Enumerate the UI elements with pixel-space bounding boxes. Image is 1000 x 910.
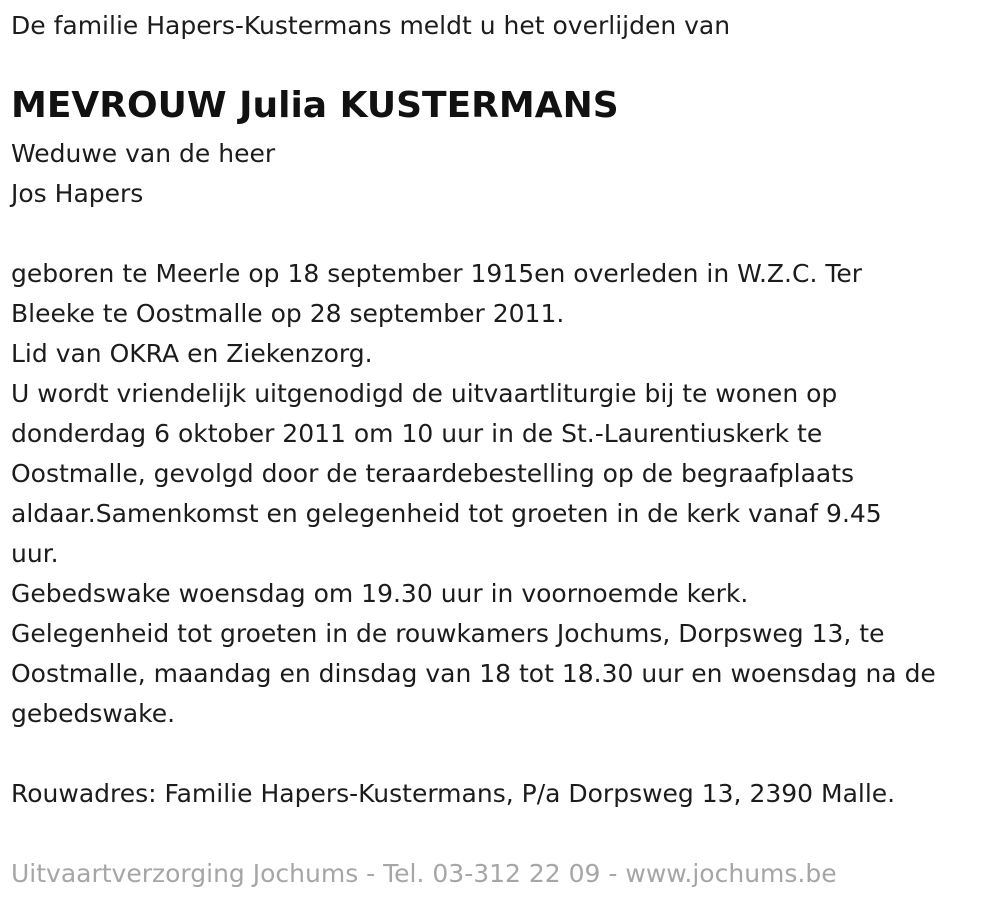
obituary-body: [11, 254, 936, 734]
body-line: Bleeke te Oostmalle op 28 september 2011.: [11, 299, 565, 328]
body-line: Lid van OKRA en Ziekenzorg.: [11, 339, 373, 368]
body-line: uur.: [11, 539, 59, 568]
body-line: geboren te Meerle op 18 september 1915en overleden in W.Z.C. Ter: [11, 259, 863, 288]
spouse-line: Weduwe van de heer: [11, 139, 276, 168]
body-line: U wordt vriendelijk uitgenodigd de uitvaartliturgie bij te wonen op: [11, 379, 838, 408]
body-line: Oostmalle, maandag en dinsdag van 18 tot 18.30 uur en woensdag na de: [11, 659, 936, 688]
body-line: donderdag 6 oktober 2011 om 10 uur in de St.-Laurentiuskerk te: [11, 419, 823, 448]
body-line: Gebedswake woensdag om 19.30 uur in voornoemde kerk.: [11, 579, 749, 608]
funeral-home-footer: Uitvaartverzorging Jochums - Tel. 03-312 22 09 - www.jochums.be: [11, 859, 837, 888]
deceased-name: MEVROUW Julia KUSTERMANS: [11, 85, 619, 126]
spouse-block: [11, 134, 275, 214]
body-line: Oostmalle, gevolgd door de teraardebestelling op de begraafplaats: [11, 459, 855, 488]
body-line: aldaar.Samenkomst en gelegenheid tot groeten in de kerk vanaf 9.45: [11, 499, 882, 528]
mourning-address: Rouwadres: Familie Hapers-Kustermans, P/a Dorpsweg 13, 2390 Malle.: [11, 779, 896, 808]
spouse-line: Jos Hapers: [11, 179, 144, 208]
intro-line: De familie Hapers-Kustermans meldt u het overlijden van: [11, 11, 731, 40]
body-line: Gelegenheid tot groeten in de rouwkamers Jochums, Dorpsweg 13, te: [11, 619, 885, 648]
body-line: gebedswake.: [11, 699, 176, 728]
